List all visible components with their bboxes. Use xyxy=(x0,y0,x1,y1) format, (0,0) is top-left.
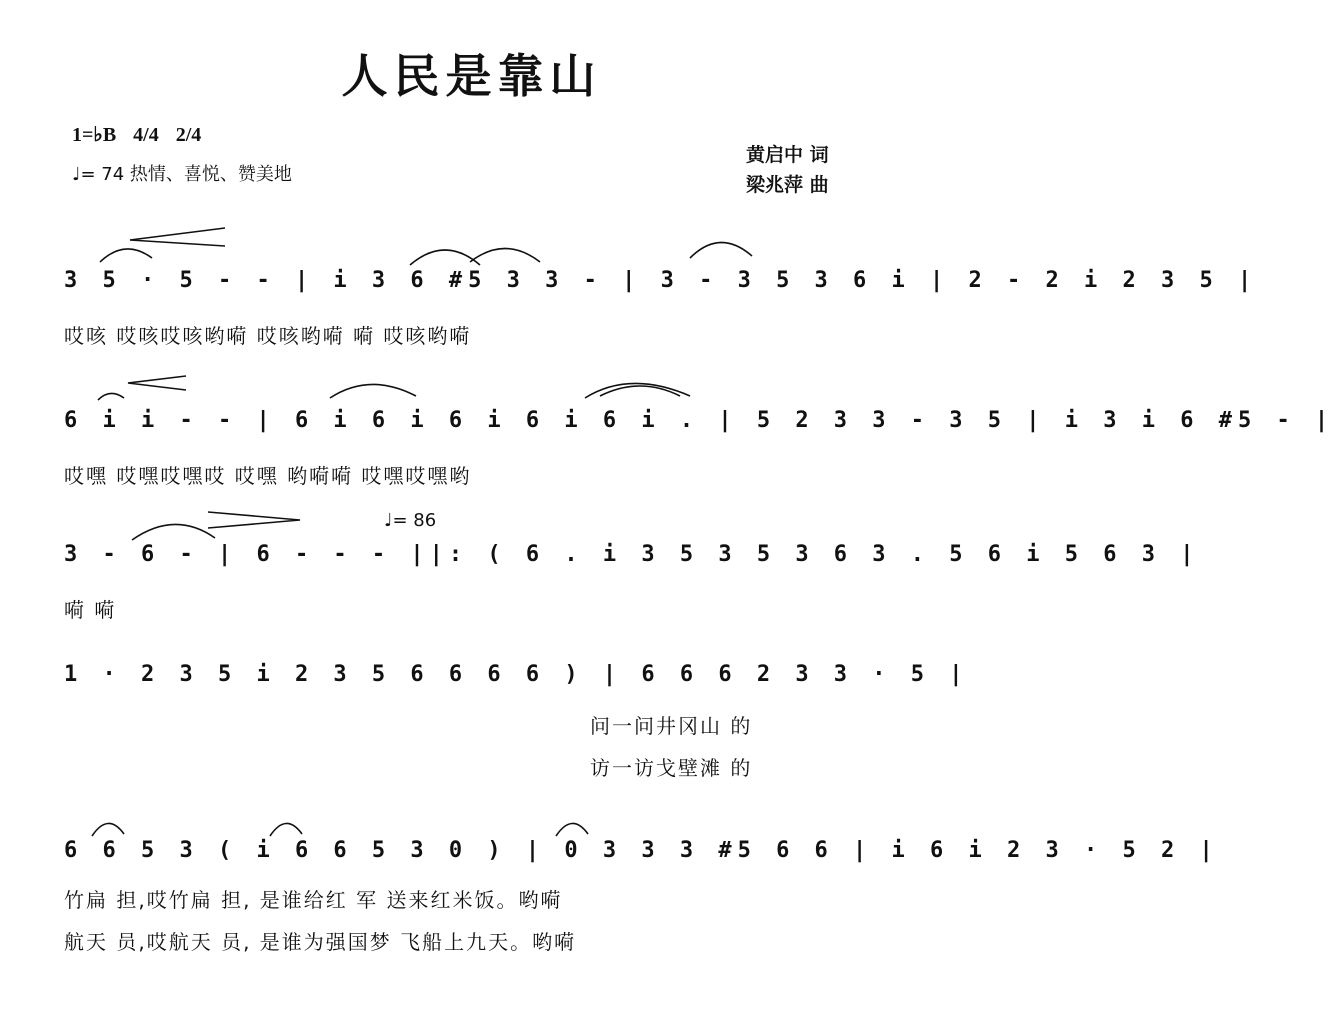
system-2-lyrics: 哎嘿 哎嘿哎嘿哎 哎嘿 哟嗬嗬 哎嘿哎嘿哟 xyxy=(64,464,472,488)
lyricist: 黄启中 词 xyxy=(746,144,829,166)
slur xyxy=(270,823,302,836)
crescendo-hairpin xyxy=(128,376,186,390)
system-2-notes: 6 i i - - | 6 i 6 i 6 i 6 i 6 i . | 5 2 3 3 - 3 5 | i 3 i 6 #5 - | xyxy=(64,408,1334,433)
system-5-lyrics-verse-2: 航天 员,哎航天 员, 是谁为强国梦 飞船上九天。哟嗬 xyxy=(64,930,577,954)
slur xyxy=(330,384,416,398)
slur xyxy=(410,250,480,265)
system-4-lyrics-verse-2: 访一访戈壁滩 的 xyxy=(590,756,753,780)
tempo-marking-2: ♩= 86 xyxy=(384,510,437,531)
slur xyxy=(470,249,540,263)
system-3-notes: 3 - 6 - | 6 - - - ||: ( 6 . i 3 5 3 5 3 6 3 . 5 6 i 5 6 3 | xyxy=(64,542,1200,567)
slur xyxy=(690,242,752,258)
slur xyxy=(132,524,215,540)
key-text: 1=♭B xyxy=(72,124,117,146)
system-5-notes: 6 6 5 3 ( i 6 6 5 3 0 ) | 0 3 3 3 #5 6 6 | i 6 i 2 3 · 5 2 | xyxy=(64,838,1219,863)
slur xyxy=(100,249,152,262)
decrescendo-hairpin xyxy=(208,512,300,528)
slur xyxy=(556,823,588,836)
system-4-notes: 1 · 2 3 5 i 2 3 5 6 6 6 6 ) | 6 6 6 2 3 3 · 5 | xyxy=(64,662,969,687)
composer: 梁兆萍 曲 xyxy=(746,174,829,196)
tempo-marking: ♩= 74 热情、喜悦、赞美地 xyxy=(72,164,292,185)
system-4-lyrics-verse-1: 问一问井冈山 的 xyxy=(590,714,753,738)
slur xyxy=(92,823,124,836)
song-title: 人民是靠山 xyxy=(341,49,602,103)
system-5-lyrics-verse-1: 竹扁 担,哎竹扁 担, 是谁给红 军 送来红米饭。哟嗬 xyxy=(64,888,563,912)
time-signature-1: 4/4 xyxy=(133,124,159,146)
system-3-lyrics: 嗬 嗬 xyxy=(64,598,117,622)
crescendo-hairpin xyxy=(130,228,225,246)
time-signature-2: 2/4 xyxy=(175,124,202,146)
system-1-notes: 3 5 · 5 - - | i 3 6 #5 3 3 - | 3 - 3 5 3 6 i | 2 - 2 i 2 3 5 | xyxy=(64,268,1258,293)
slur xyxy=(98,393,124,400)
system-1-lyrics: 哎咳 哎咳哎咳哟嗬 哎咳哟嗬 嗬 哎咳哟嗬 xyxy=(64,324,472,348)
